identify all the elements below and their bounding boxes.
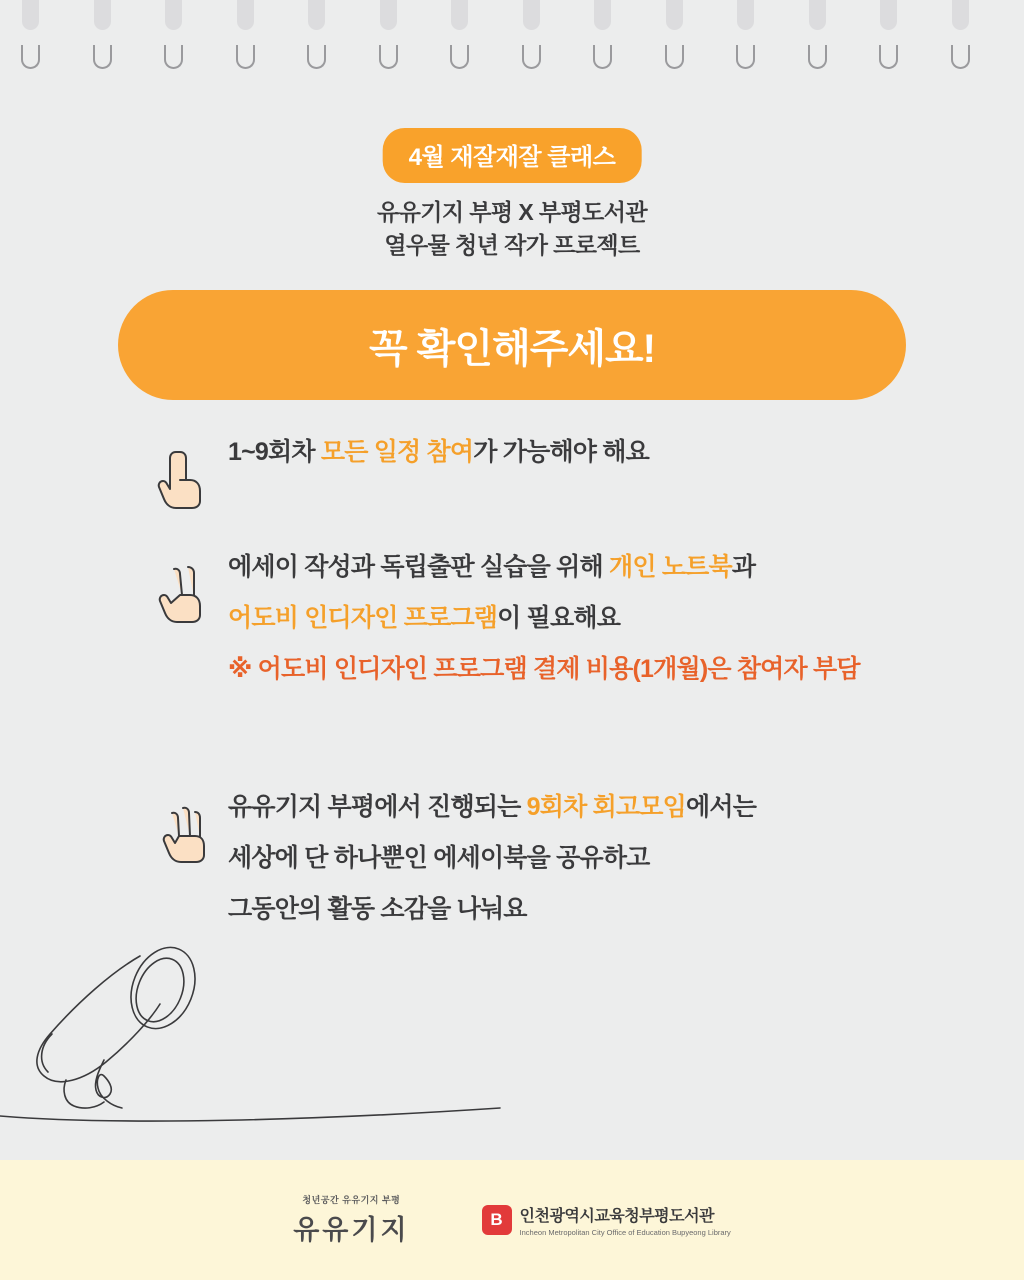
- subtitle-block: [0, 196, 1024, 263]
- subtitle-line-2: 열우물 청년 작가 프로젝트: [384, 232, 640, 259]
- binding-slot: [94, 0, 111, 30]
- line-segment-note: ※ 어도비 인디자인 프로그램 결제 비용(1개월)은 참여자 부담: [228, 655, 860, 683]
- binding-ring: [21, 45, 40, 69]
- notice-line: [228, 606, 970, 631]
- binding-ring: [951, 45, 970, 69]
- notice-item-3: [150, 795, 970, 922]
- library-logo-mark: B: [482, 1205, 512, 1235]
- line-segment: 세상에 단 하나뿐인 에세이북을 공유하고: [228, 844, 650, 872]
- hand-three-fingers-icon: [150, 795, 220, 865]
- binding-slot: [523, 0, 540, 30]
- notice-line: [228, 440, 970, 465]
- yuyu-logo-wordmark: 유유기지: [293, 1215, 410, 1245]
- notice-item-1: [150, 440, 970, 465]
- binding-ring: [736, 45, 755, 69]
- line-segment: 이 필요해요: [497, 604, 621, 632]
- binding-slot: [451, 0, 468, 30]
- hand-point-up-icon: [150, 440, 220, 510]
- line-segment: 유유기지 부평에서 진행되는: [228, 793, 527, 821]
- yuyu-logo-tagline: 청년공간 유유기지 부평: [302, 1195, 401, 1205]
- binding-slot: [666, 0, 683, 30]
- subtitle-line-1: 유유기지 부평 X 부평도서관: [377, 199, 647, 225]
- line-segment: 가 가능해야 해요: [473, 438, 650, 466]
- notice-item-2: [150, 555, 970, 682]
- footer-bar: [0, 1160, 1024, 1280]
- line-segment-highlight: 모든 일정 참여: [320, 438, 474, 466]
- headline-banner: [118, 290, 906, 400]
- line-segment-highlight: 개인 노트북: [608, 553, 732, 581]
- notebook-binding: [0, 0, 1024, 78]
- binding-slot: [737, 0, 754, 30]
- binding-slot: [952, 0, 969, 30]
- library-name-ko: 인천광역시교육청부평도서관: [519, 1208, 714, 1225]
- binding-ring: [236, 45, 255, 69]
- library-logo-text: [520, 1203, 731, 1237]
- binding-ring: [879, 45, 898, 69]
- binding-slot: [380, 0, 397, 30]
- hand-two-fingers-icon: [150, 555, 220, 625]
- binding-ring: [164, 45, 183, 69]
- line-segment-highlight: 9회차 회고모임: [526, 793, 686, 821]
- binding-ring: [522, 45, 541, 69]
- notice-line: [228, 795, 970, 820]
- yuyu-logo: [293, 1193, 409, 1247]
- binding-ring: [808, 45, 827, 69]
- line-segment: 에세이 작성과 독립출판 실습을 위해: [228, 553, 609, 581]
- binding-slot: [22, 0, 39, 30]
- notice-item-1-body: [228, 440, 970, 465]
- line-segment: 1~9회차: [228, 438, 321, 466]
- notice-item-2-body: [228, 555, 970, 682]
- binding-slot: [308, 0, 325, 30]
- notice-line: [228, 846, 970, 871]
- binding-ring: [450, 45, 469, 69]
- line-segment: 에서는: [686, 793, 757, 821]
- notice-line: [228, 555, 970, 580]
- headline-text: 꼭 확인해주세요!: [369, 326, 655, 371]
- binding-ring: [665, 45, 684, 69]
- binding-ring: [593, 45, 612, 69]
- line-segment: 그동안의 활동 소감을 나눠요: [228, 895, 527, 923]
- line-segment-highlight: 어도비 인디자인 프로그램: [228, 604, 498, 632]
- library-name-en: Incheon Metropolitan City Office of Education Bupyeong Library: [519, 1228, 731, 1237]
- binding-slot: [165, 0, 182, 30]
- notice-item-3-body: [228, 795, 970, 922]
- binding-ring: [307, 45, 326, 69]
- notice-line-note: [228, 657, 970, 682]
- binding-ring: [379, 45, 398, 69]
- library-logo: [482, 1203, 731, 1237]
- megaphone-icon: [0, 930, 520, 1150]
- class-badge: 4월 재잘재잘 클래스: [383, 128, 642, 183]
- binding-slot: [880, 0, 897, 30]
- binding-slot: [594, 0, 611, 30]
- binding-slot: [809, 0, 826, 30]
- binding-ring: [93, 45, 112, 69]
- binding-slot: [237, 0, 254, 30]
- notice-line: [228, 897, 970, 922]
- line-segment: 과: [731, 553, 756, 581]
